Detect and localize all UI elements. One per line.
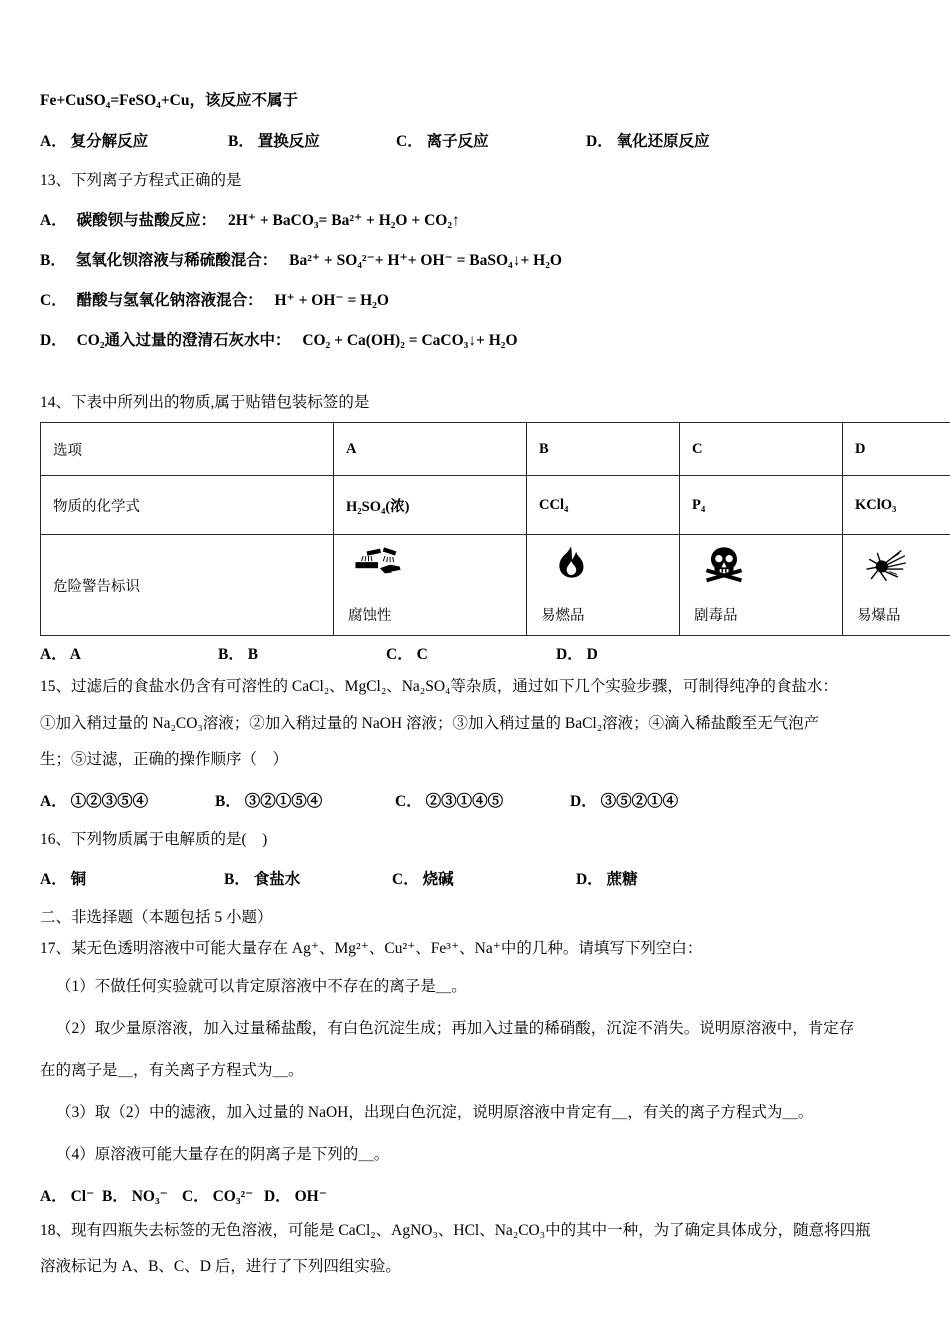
q13-option-b-equation: Ba²⁺ + SO₄²⁻+ H⁺+ OH⁻ = BaSO₄↓+ H₂O bbox=[289, 252, 562, 269]
option-b-label: B． bbox=[228, 133, 254, 150]
exam-content bbox=[40, 88, 908, 1296]
question-17-stem bbox=[40, 936, 908, 958]
q13-option-b-desc: 氢氧化钡溶液与稀硫酸混合： bbox=[75, 252, 278, 269]
q13-option-c[interactable] bbox=[40, 288, 908, 310]
q16-option-b-label: B． bbox=[224, 870, 250, 888]
question-14-number: 14、 bbox=[40, 394, 72, 411]
question-16-text: 下列物质属于电解质的是( ) bbox=[71, 830, 268, 848]
question-12-options bbox=[40, 129, 908, 151]
q17-option-c-text: CO₃²⁻ bbox=[212, 1187, 254, 1205]
question-14-text: 下表中所列出的物质,属于贴错包装标签的是 bbox=[71, 394, 370, 411]
question-18-number: 18、 bbox=[40, 1221, 72, 1239]
q14-option-c[interactable] bbox=[386, 642, 556, 664]
question-17-number: 17、 bbox=[40, 939, 72, 957]
question-14-options bbox=[40, 642, 908, 664]
q14-option-b-text: B bbox=[247, 646, 259, 663]
q14-option-c-label: C． bbox=[386, 646, 413, 663]
question-18-text-1: 现有四瓶失去标签的无色溶液，可能是 CaCl₂、AgNO₃、HCl、Na₂CO₃中的其中一种，为了确定具体成分，随意将四瓶 bbox=[71, 1221, 871, 1239]
q14-option-a-label: A． bbox=[40, 646, 67, 663]
q13-option-a-equation: 2H⁺ + BaCO₃= Ba²⁺ + H₂O + CO₂↑ bbox=[227, 212, 460, 229]
q13-option-b-label: B． bbox=[40, 252, 66, 269]
q16-option-c-text: 烧碱 bbox=[422, 870, 454, 888]
option-c-text: 离子反应 bbox=[426, 133, 489, 150]
table-row-formulas bbox=[41, 476, 950, 535]
q16-option-c[interactable] bbox=[392, 867, 576, 889]
row-header-option: 选项 bbox=[41, 423, 334, 476]
question-16-stem bbox=[40, 827, 908, 849]
q16-option-d-text: 蔗糖 bbox=[606, 870, 638, 888]
hazard-cell-a bbox=[334, 535, 527, 636]
q16-option-d[interactable] bbox=[576, 867, 638, 889]
section-2-heading: 二、非选择题（本题包括 5 小题） bbox=[40, 908, 273, 926]
column-header-a: A bbox=[334, 423, 527, 476]
q14-option-b-label: B． bbox=[218, 646, 244, 663]
q17-option-a-text: Cl⁻ bbox=[70, 1187, 95, 1205]
question-13-number: 13、 bbox=[40, 172, 72, 189]
row-header-formula: 物质的化学式 bbox=[41, 476, 334, 535]
option-b-text: 置换反应 bbox=[257, 133, 320, 150]
formula-cell-d: KClO₃ bbox=[843, 476, 950, 535]
option-d-text: 氧化还原反应 bbox=[616, 133, 710, 150]
q15-option-b[interactable] bbox=[215, 789, 395, 811]
option-c-label: C． bbox=[396, 133, 423, 150]
hazard-label-a: 腐蚀性 bbox=[348, 608, 392, 624]
option-c[interactable] bbox=[396, 129, 586, 151]
q15-option-b-label: B． bbox=[215, 792, 241, 810]
question-16-number: 16、 bbox=[40, 830, 72, 848]
question-12-stem: Fe+CuSO₄=FeSO₄+Cu，该反应不属于 bbox=[40, 92, 298, 109]
toxic-icon bbox=[698, 543, 750, 583]
q17-option-d-text: OH⁻ bbox=[294, 1187, 327, 1205]
q15-option-d[interactable] bbox=[570, 789, 678, 811]
q15-option-a[interactable] bbox=[40, 789, 215, 811]
q15-option-c-label: C． bbox=[395, 792, 422, 810]
flammable-icon bbox=[545, 543, 597, 583]
question-16-options bbox=[40, 867, 908, 889]
hazard-label-table bbox=[40, 422, 950, 636]
hazard-cell-b bbox=[527, 535, 680, 636]
q17-option-c[interactable] bbox=[182, 1184, 264, 1206]
q14-option-a-text: A bbox=[69, 646, 81, 663]
question-17-sub-1: （1）不做任何实验就可以肯定原溶液中不存在的离子是＿。 bbox=[56, 977, 467, 995]
question-17-sub-2-line-1: （2）取少量原溶液，加入过量稀盐酸，有白色沉淀生成；再加入过量的稀硝酸，沉淀不消失。说明原溶液中，肯定存 bbox=[56, 1019, 855, 1037]
q16-option-a-text: 铜 bbox=[70, 870, 87, 888]
column-header-d: D bbox=[843, 423, 950, 476]
column-header-b: B bbox=[527, 423, 680, 476]
q17-option-c-label: C． bbox=[182, 1187, 209, 1205]
q17-option-b-text: NO₃⁻ bbox=[131, 1187, 168, 1205]
question-17-text: 某无色透明溶液中可能大量存在 Ag⁺、Mg²⁺、Cu²⁺、Fe³⁺、Na⁺中的几种。请填写下列空白： bbox=[71, 939, 703, 957]
q17-option-d-label: D． bbox=[264, 1187, 291, 1205]
q17-option-b[interactable] bbox=[102, 1184, 182, 1206]
explosive-icon bbox=[861, 543, 913, 583]
q14-option-d[interactable] bbox=[556, 642, 598, 664]
q15-option-a-text: ①②③⑤④ bbox=[70, 792, 149, 810]
q17-option-a-label: A． bbox=[40, 1187, 67, 1205]
q16-option-a-label: A． bbox=[40, 870, 67, 888]
q13-option-c-equation: H⁺ + OH⁻ = H₂O bbox=[274, 292, 389, 309]
row-header-hazard: 危险警告标识 bbox=[41, 535, 334, 636]
question-17-sub-2-line-2: 在的离子是＿，有关离子方程式为＿。 bbox=[40, 1061, 304, 1079]
q15-option-a-label: A． bbox=[40, 792, 67, 810]
q16-option-a[interactable] bbox=[40, 867, 224, 889]
formula-cell-b: CCl₄ bbox=[527, 476, 680, 535]
option-d-label: D． bbox=[586, 133, 613, 150]
option-a[interactable] bbox=[40, 129, 228, 151]
q13-option-b[interactable] bbox=[40, 248, 908, 270]
q15-option-c-text: ②③①④⑤ bbox=[425, 792, 504, 810]
q16-option-d-label: D． bbox=[576, 870, 603, 888]
question-13-stem bbox=[40, 168, 908, 190]
question-17-options bbox=[40, 1184, 908, 1206]
question-15-number: 15、 bbox=[40, 678, 72, 695]
question-15-line-1 bbox=[40, 679, 908, 695]
formula-cell-c: P₄ bbox=[680, 476, 843, 535]
q13-option-a[interactable] bbox=[40, 208, 908, 230]
hazard-cell-d bbox=[843, 535, 950, 636]
q16-option-b[interactable] bbox=[224, 867, 392, 889]
hazard-label-b: 易燃品 bbox=[541, 608, 585, 624]
hazard-label-d: 易爆品 bbox=[857, 608, 901, 624]
q14-option-d-label: D． bbox=[556, 646, 583, 663]
question-15-line-2: ①加入稍过量的 Na₂CO₃溶液；②加入稍过量的 NaOH 溶液；③加入稍过量的 BaCl₂溶液；④滴入稀盐酸至无气泡产 bbox=[40, 714, 820, 732]
q14-option-c-text: C bbox=[416, 646, 428, 663]
q14-option-a[interactable] bbox=[40, 642, 218, 664]
q16-option-b-text: 食盐水 bbox=[253, 870, 301, 888]
table-row-hazards bbox=[41, 535, 950, 636]
option-a-text: 复分解反应 bbox=[70, 133, 149, 150]
hazard-cell-c bbox=[680, 535, 843, 636]
q17-option-d[interactable] bbox=[264, 1184, 327, 1206]
question-18-line-2: 溶液标记为 A、B、C、D 后，进行了下列四组实验。 bbox=[40, 1258, 401, 1275]
q13-option-d-desc: CO₂通入过量的澄清石灰水中： bbox=[76, 332, 291, 349]
q13-option-c-desc: 醋酸与氢氧化钠溶液混合： bbox=[76, 292, 263, 309]
q15-option-d-text: ③⑤②①④ bbox=[600, 792, 679, 810]
q15-option-d-label: D． bbox=[570, 792, 597, 810]
question-15-line-3: 生；⑤过滤，正确的操作顺序（ ） bbox=[40, 751, 289, 768]
question-15-text-1: 过滤后的食盐水仍含有可溶性的 CaCl₂、MgCl₂、Na₂SO₄等杂质，通过如下几个实验步骤，可制得纯净的食盐水： bbox=[71, 678, 838, 695]
option-b[interactable] bbox=[228, 129, 396, 151]
option-a-label: A． bbox=[40, 133, 67, 150]
question-14-stem bbox=[40, 390, 908, 412]
q17-option-a[interactable] bbox=[40, 1184, 102, 1206]
q14-option-d-text: D bbox=[586, 646, 598, 663]
q15-option-b-text: ③②①⑤④ bbox=[244, 792, 323, 810]
question-15-options bbox=[40, 789, 908, 811]
q14-option-b[interactable] bbox=[218, 642, 386, 664]
hazard-label-c: 剧毒品 bbox=[694, 608, 738, 624]
q15-option-c[interactable] bbox=[395, 789, 570, 811]
q13-option-d-equation: CO₂ + Ca(OH)₂ = CaCO₃↓+ H₂O bbox=[302, 332, 518, 349]
column-header-c: C bbox=[680, 423, 843, 476]
q13-option-a-label: A． bbox=[40, 212, 67, 229]
question-17-sub-3: （3）取（2）中的滤液，加入过量的 NaOH，出现白色沉淀，说明原溶液中肯定有＿，有关的离子方程式为＿。 bbox=[56, 1103, 814, 1121]
q13-option-c-label: C． bbox=[40, 292, 67, 309]
table-row-options bbox=[41, 423, 950, 476]
question-13-text: 下列离子方程式正确的是 bbox=[71, 172, 242, 189]
q13-option-a-desc: 碳酸钡与盐酸反应： bbox=[76, 212, 217, 229]
q17-option-b-label: B． bbox=[102, 1187, 128, 1205]
option-d[interactable] bbox=[586, 129, 710, 151]
question-18-line-1 bbox=[40, 1223, 908, 1239]
question-17-sub-4: （4）原溶液可能大量存在的阴离子是下列的＿。 bbox=[56, 1145, 390, 1163]
formula-cell-a: H₂SO₄(浓) bbox=[334, 476, 527, 535]
q13-option-d[interactable] bbox=[40, 328, 908, 350]
corrosive-icon bbox=[352, 543, 404, 583]
q13-option-d-label: D． bbox=[40, 332, 67, 349]
q16-option-c-label: C． bbox=[392, 870, 419, 888]
